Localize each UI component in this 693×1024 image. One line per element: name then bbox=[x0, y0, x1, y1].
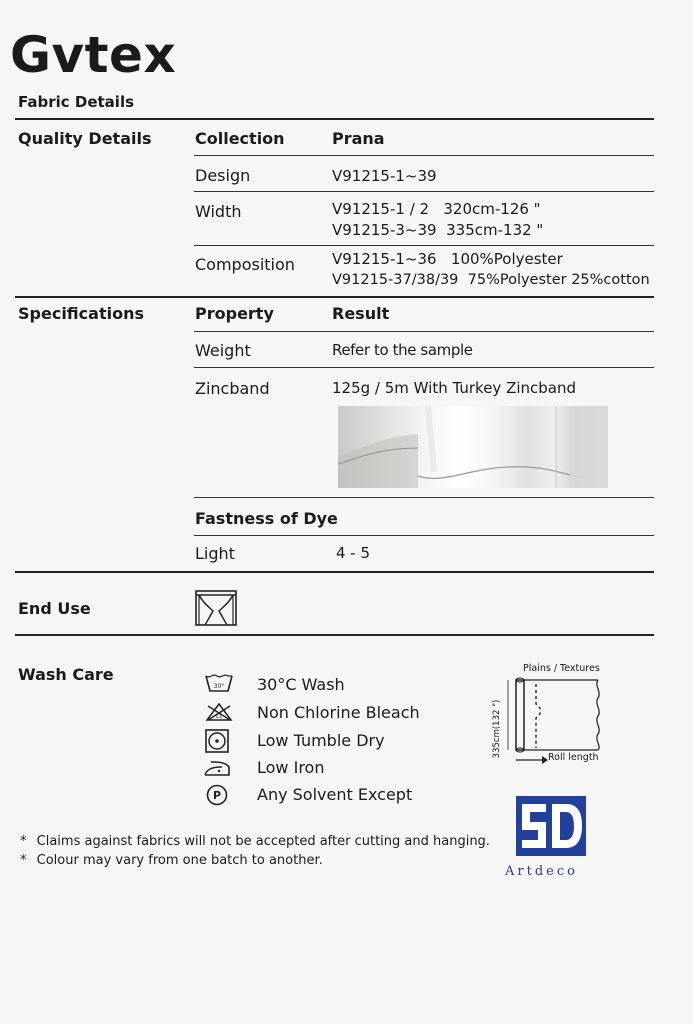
artdeco-logo-mark bbox=[516, 796, 586, 860]
svg-text:P: P bbox=[212, 789, 222, 802]
composition-value-line-2: V91215-37/38/39 75%Polyester 25%cotton bbox=[332, 272, 650, 288]
footnote-2 bbox=[20, 853, 323, 868]
footnote-mark: * bbox=[20, 834, 27, 849]
zincband-label: Zincband bbox=[195, 379, 270, 398]
wash-care-label-4: Low Iron bbox=[257, 758, 325, 777]
divider bbox=[15, 118, 654, 120]
divider bbox=[15, 571, 654, 573]
property-header: Property bbox=[195, 304, 274, 323]
solvent-p-icon bbox=[206, 784, 228, 806]
zincband-photo bbox=[338, 406, 608, 488]
width-value-line-1: V91215-1 / 2 320cm-126 " bbox=[332, 200, 541, 218]
diagram-side-label: 335cm(132 ") bbox=[492, 699, 502, 759]
width-value-line-2: V91215-3~39 335cm-132 " bbox=[332, 221, 544, 239]
divider bbox=[15, 634, 654, 636]
divider bbox=[194, 155, 654, 156]
quality-section-title: Quality Details bbox=[18, 129, 152, 148]
wash-care-label-2: Non Chlorine Bleach bbox=[257, 703, 420, 722]
svg-text:30°: 30° bbox=[213, 683, 225, 690]
divider bbox=[194, 367, 654, 368]
wash-care-label-3: Low Tumble Dry bbox=[257, 731, 385, 750]
specs-section-title: Specifications bbox=[18, 304, 144, 323]
design-value: V91215-1~39 bbox=[332, 167, 437, 185]
divider bbox=[15, 296, 654, 298]
end-use-section-title: End Use bbox=[18, 599, 91, 618]
diagram-top-label: Plains / Textures bbox=[523, 663, 600, 674]
footnote-text: Colour may vary from one batch to another. bbox=[36, 853, 323, 868]
collection-value: Prana bbox=[332, 129, 385, 148]
curtain-icon bbox=[195, 589, 237, 627]
tumble-dry-low-icon bbox=[204, 729, 230, 753]
brand-title: Gvtex bbox=[10, 26, 177, 84]
divider bbox=[194, 331, 654, 332]
zincband-value: 125g / 5m With Turkey Zincband bbox=[332, 379, 577, 397]
low-iron-icon bbox=[202, 759, 232, 777]
page-subtitle: Fabric Details bbox=[18, 93, 135, 111]
wash-care-section-title: Wash Care bbox=[18, 665, 114, 684]
footnote-1 bbox=[20, 834, 490, 849]
weight-label: Weight bbox=[195, 341, 251, 360]
divider bbox=[194, 245, 654, 246]
wash-30-icon bbox=[204, 673, 234, 693]
result-header: Result bbox=[332, 304, 390, 323]
divider bbox=[194, 497, 654, 498]
composition-label: Composition bbox=[195, 255, 295, 274]
diagram-bottom-label: Roll length bbox=[548, 752, 599, 763]
divider bbox=[194, 191, 654, 192]
fastness-title: Fastness of Dye bbox=[195, 509, 338, 528]
weight-value: Refer to the sample bbox=[332, 341, 473, 359]
wash-care-label-1: 30°C Wash bbox=[257, 675, 345, 694]
design-label: Design bbox=[195, 166, 251, 185]
svg-text:CL: CL bbox=[215, 714, 223, 720]
diagram-side-label-wrap bbox=[490, 700, 504, 760]
artdeco-logo-text: Artdeco bbox=[505, 864, 578, 879]
collection-label: Collection bbox=[195, 129, 285, 148]
footnote-text: Claims against fabrics will not be accepted after cutting and hanging. bbox=[36, 834, 490, 849]
light-value: 4 - 5 bbox=[336, 544, 371, 562]
no-chlorine-bleach-icon bbox=[204, 702, 234, 722]
light-label: Light bbox=[195, 544, 235, 563]
width-label: Width bbox=[195, 202, 242, 221]
divider bbox=[194, 535, 654, 536]
composition-value-line-1: V91215-1~36 100%Polyester bbox=[332, 250, 563, 268]
wash-care-label-5: Any Solvent Except bbox=[257, 785, 413, 804]
footnote-mark: * bbox=[20, 853, 27, 868]
